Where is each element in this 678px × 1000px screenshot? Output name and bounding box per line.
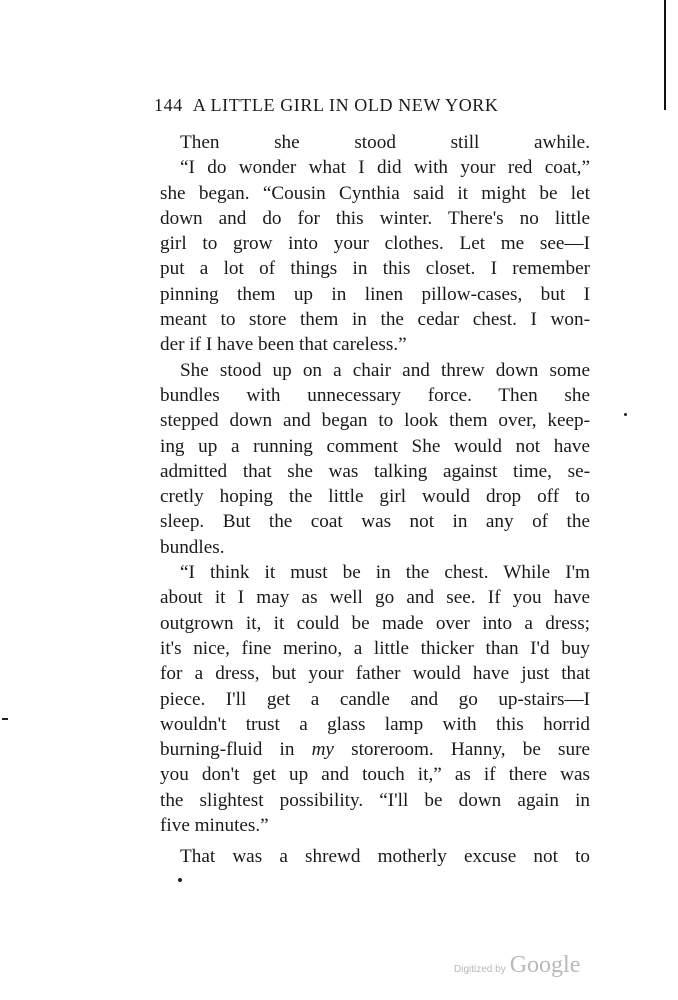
text-line: she began. “Cousin Cynthia said it might be let <box>160 182 590 204</box>
page-edge-line <box>664 0 666 110</box>
google-logo: Google <box>509 952 581 978</box>
text-line: “I think it must be in the chest. While I'm <box>180 562 590 584</box>
text-line: the slightest possibility. “I'll be down again in <box>160 789 590 811</box>
text-line: burning-fluid in my storeroom. Hanny, be sure <box>160 739 590 761</box>
scan-speck <box>624 413 627 416</box>
text-line: put a lot of things in this closet. I remember <box>160 258 590 280</box>
watermark-prefix: Digitized by <box>454 964 506 975</box>
text-line: about it I may as well go and see. If you have <box>160 587 590 609</box>
text-line: admitted that she was talking against time, se- <box>160 460 590 482</box>
text-line: cretly hoping the little girl would drop off to <box>160 486 590 508</box>
running-title: A LITTLE GIRL IN OLD NEW YORK <box>192 95 499 115</box>
text-line: ing up a running comment She would not have <box>160 435 590 457</box>
scan-mark <box>2 718 8 720</box>
text-line: piece. I'll get a candle and go up-stairs—I <box>160 688 590 710</box>
text-line: outgrown it, it could be made over into a dress; <box>160 612 590 634</box>
text-line: meant to store them in the cedar chest. I won- <box>160 309 590 331</box>
text-line: it's nice, fine merino, a little thicker than I'd buy <box>160 637 590 659</box>
text-line: girl to grow into your clothes. Let me see—I <box>160 233 590 255</box>
digitized-watermark <box>454 952 580 979</box>
running-header <box>154 95 554 116</box>
text-line: pinning them up in linen pillow-cases, but I <box>160 283 590 305</box>
text-line: bundles. <box>160 536 225 558</box>
text-line: stepped down and began to look them over, keep- <box>160 410 590 432</box>
body-text <box>160 130 590 870</box>
text-line: bundles with unnecessary force. Then she <box>160 384 590 406</box>
text-line: der if I have been that careless.” <box>160 334 407 356</box>
text-line: Then she stood still awhile. <box>180 132 590 153</box>
text-line: sleep. But the coat was not in any of the <box>160 511 590 533</box>
text-line: down and do for this winter. There's no little <box>160 207 590 229</box>
text-line: She stood up on a chair and threw down some <box>180 359 590 381</box>
text-line: wouldn't trust a glass lamp with this horrid <box>160 713 590 735</box>
page-number: 144 <box>154 95 183 115</box>
text-line: for a dress, but your father would have just that <box>160 663 590 685</box>
text-line: five minutes.” <box>160 815 269 837</box>
text-line: “I do wonder what I did with your red coat,” <box>180 157 590 179</box>
text-line: That was a shrewd motherly excuse not to <box>180 846 590 868</box>
scan-speck <box>178 878 182 882</box>
text-line: you don't get up and touch it,” as if there was <box>160 764 590 786</box>
